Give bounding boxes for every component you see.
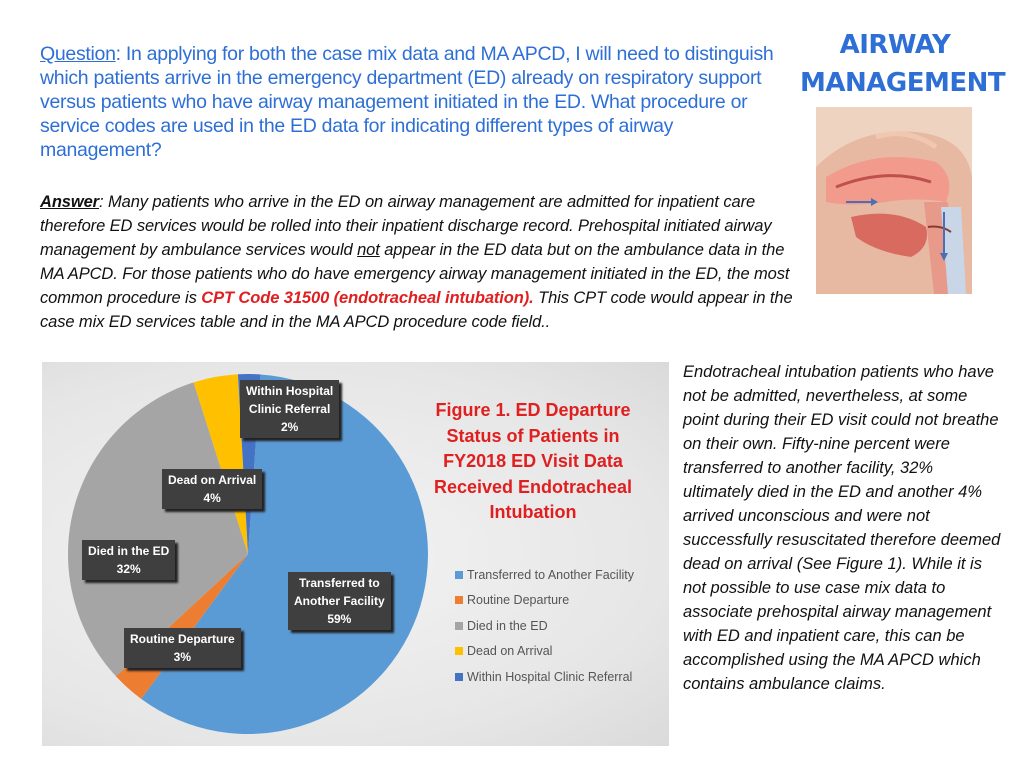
legend-swatch xyxy=(455,673,463,681)
answer-not-emphasis: not xyxy=(357,241,380,259)
answer-part-1: : Many patients who arrive in the ED on airway management are admitted for inpatient care therefore ED services would be rolled into their inpatient discharge record. Prehospital initiated airway management by ambulance services would xyxy=(40,193,772,259)
chart-title: Figure 1. ED Departure Status of Patients in FY2018 ED Visit Data Received Endotracheal Intubation xyxy=(433,400,633,522)
answer-label: Answer xyxy=(40,193,100,211)
legend-swatch xyxy=(455,622,463,630)
chart-legend xyxy=(455,562,634,690)
airway-anatomy-illustration xyxy=(816,107,972,294)
legend-item-routine-departure: Routine Departure xyxy=(455,588,634,614)
legend-swatch xyxy=(455,647,463,655)
data-label-died-in-ed: Died in the ED 32% xyxy=(82,540,175,580)
question-body: : In applying for both the case mix data and MA APCD, I will need to distinguish which patients arrive in the emergency department (ED) already on respiratory support versus patients who have airway management initiated in the ED. What procedure or service codes are used in the ED data for indicating different types of airway management? xyxy=(40,43,774,161)
question-label: Question xyxy=(40,43,116,65)
page-title xyxy=(800,26,1006,102)
legend-swatch xyxy=(455,596,463,604)
legend-swatch xyxy=(455,571,463,579)
side-commentary: Endotracheal intubation patients who have not be admitted, nevertheless, at some point during their ED visit could not breathe on their own. Fifty-nine percent were transferred to another facility, 32% ultimately died in the ED and another 4% arrived unconscious and were not successfully resuscitated therefore deemed dead on arrival (See Figure 1). While it is not possible to use case mix data to associate prehospital airway management with ED and inpatient care, this can be accomplished using the MA APCD which contains ambulance claims. xyxy=(683,363,1001,693)
data-label-routine-departure: Routine Departure 3% xyxy=(124,628,241,668)
answer-part-2: appear in the ED data but on the ambulance data in the MA APCD. For those patients who do have emergency airway management initiated in the ED, the most common procedure is xyxy=(40,241,790,307)
data-label-within-hospital: Within Hospital Clinic Referral 2% xyxy=(240,380,339,438)
legend-item-within-hospital: Within Hospital Clinic Referral xyxy=(455,664,634,690)
title-line-1: AIRWAY xyxy=(839,30,951,60)
question-text xyxy=(40,42,790,162)
answer-part-3: This CPT code would appear in the case mix ED services table and in the MA APCD procedure code field.. xyxy=(40,289,793,331)
title-line-2: MANAGEMENT xyxy=(800,68,1006,98)
legend-item-died-in-ed: Died in the ED xyxy=(455,613,634,639)
cpt-code-highlight: CPT Code 31500 (endotracheal intubation). xyxy=(201,289,534,307)
answer-text xyxy=(40,190,800,334)
legend-item-transferred: Transferred to Another Facility xyxy=(455,562,634,588)
data-label-dead-on-arrival: Dead on Arrival 4% xyxy=(162,469,262,509)
legend-item-dead-on-arrival: Dead on Arrival xyxy=(455,639,634,665)
data-label-transferred: Transferred to Another Facility 59% xyxy=(288,572,391,630)
